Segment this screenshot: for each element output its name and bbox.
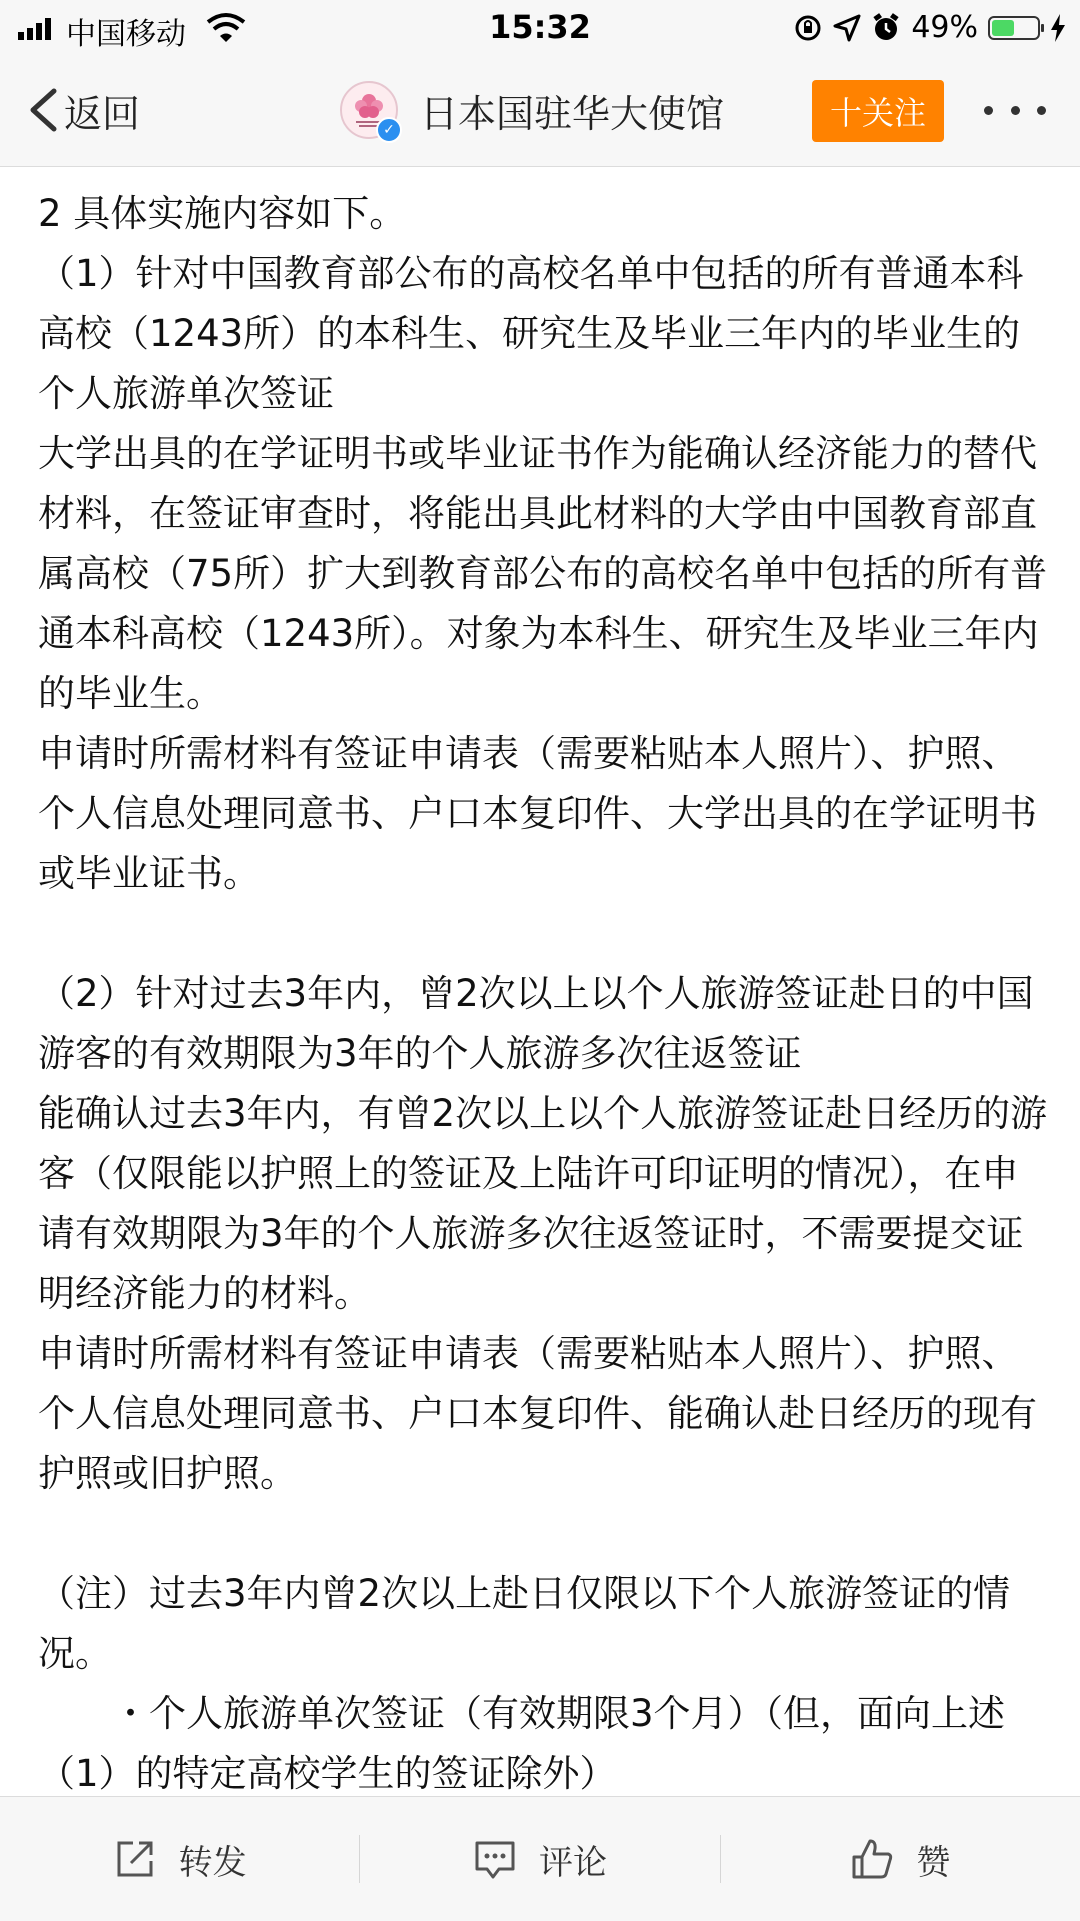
like-button[interactable]	[721, 1797, 1080, 1921]
content-paragraph: 2 具体实施内容如下。	[38, 192, 407, 235]
account-header[interactable]	[340, 78, 724, 142]
account-name[interactable]: 日本国驻华大使馆	[420, 91, 725, 136]
back-button[interactable]	[28, 80, 140, 140]
comment-button[interactable]	[360, 1797, 719, 1921]
alarm-icon	[871, 13, 901, 43]
article-content	[38, 184, 1048, 1794]
nav-bar	[0, 54, 1080, 167]
content-paragraph: ・个人旅游单次签证（有效期限3个月）（但，面向上述（1）的特定高校学生的签证除外）	[38, 1692, 1006, 1794]
status-time: 15:32	[489, 8, 591, 46]
like-label: 赞	[916, 1842, 951, 1883]
content-paragraph: （2）针对过去3年内，曾2次以上以个人旅游签证赴日的中国游客的有效期限为3年的个人旅游多次往返签证	[38, 972, 1034, 1075]
follow-button[interactable]: 十关注	[812, 80, 944, 142]
content-paragraph: （注）过去3年内曾2次以上赴日仅限以下个人旅游签证的情况。	[38, 1572, 1011, 1675]
orientation-lock-icon	[793, 13, 823, 43]
bottom-toolbar	[0, 1796, 1080, 1921]
paragraph-spacer	[38, 904, 1048, 964]
share-icon	[113, 1837, 157, 1881]
content-paragraph: 申请时所需材料有签证申请表（需要粘贴本人照片）、护照、个人信息处理同意书、户口本复印件、大学出具的在学证明书或毕业证书。	[38, 732, 1037, 895]
more-options-icon[interactable]	[984, 100, 1046, 120]
battery-percent: 49%	[911, 10, 978, 45]
comment-label: 评论	[538, 1842, 607, 1883]
battery-level-fill	[992, 20, 1014, 36]
location-icon	[833, 14, 861, 42]
avatar[interactable]	[340, 81, 398, 139]
content-paragraph: （1）针对中国教育部公布的高校名单中包括的所有普通本科高校（1243所）的本科生、研究生及毕业三年内的毕业生的个人旅游单次签证	[38, 252, 1024, 415]
content-paragraph: 大学出具的在学证明书或毕业证书作为能确认经济能力的替代材料，在签证审查时，将能出具此材料的大学由中国教育部直属高校（75所）扩大到教育部公布的高校名单中包括的所有普通本科高校（1243所）。对象为本科生、研究生及毕业三年内的毕业生。	[38, 432, 1048, 715]
comment-icon	[473, 1837, 517, 1881]
more-dot	[984, 106, 993, 115]
content-paragraph: 能确认过去3年内，有曾2次以上以个人旅游签证赴日经历的游客（仅限能以护照上的签证及上陆许可印证明的情况），在申请有效期限为3年的个人旅游多次往返签证时，不需要提交证明经济能力的材料。	[38, 1092, 1048, 1315]
status-right-group	[793, 10, 1066, 45]
battery-icon	[988, 16, 1040, 40]
more-dot	[1037, 106, 1046, 115]
status-bar	[0, 0, 1080, 54]
more-dot	[1011, 106, 1020, 115]
paragraph-spacer	[38, 1504, 1048, 1564]
back-label: 返回	[64, 91, 141, 136]
thumbs-up-icon	[850, 1837, 894, 1881]
verified-badge-icon: ✓	[376, 117, 402, 143]
repost-button[interactable]	[0, 1797, 359, 1921]
repost-label: 转发	[178, 1842, 247, 1883]
carrier-name: 中国移动	[66, 17, 186, 52]
content-paragraph: 申请时所需材料有签证申请表（需要粘贴本人照片）、护照、个人信息处理同意书、户口本复印件、能确认赴日经历的现有护照或旧护照。	[38, 1332, 1037, 1495]
chevron-left-icon	[28, 88, 58, 132]
charging-icon	[1050, 14, 1066, 42]
